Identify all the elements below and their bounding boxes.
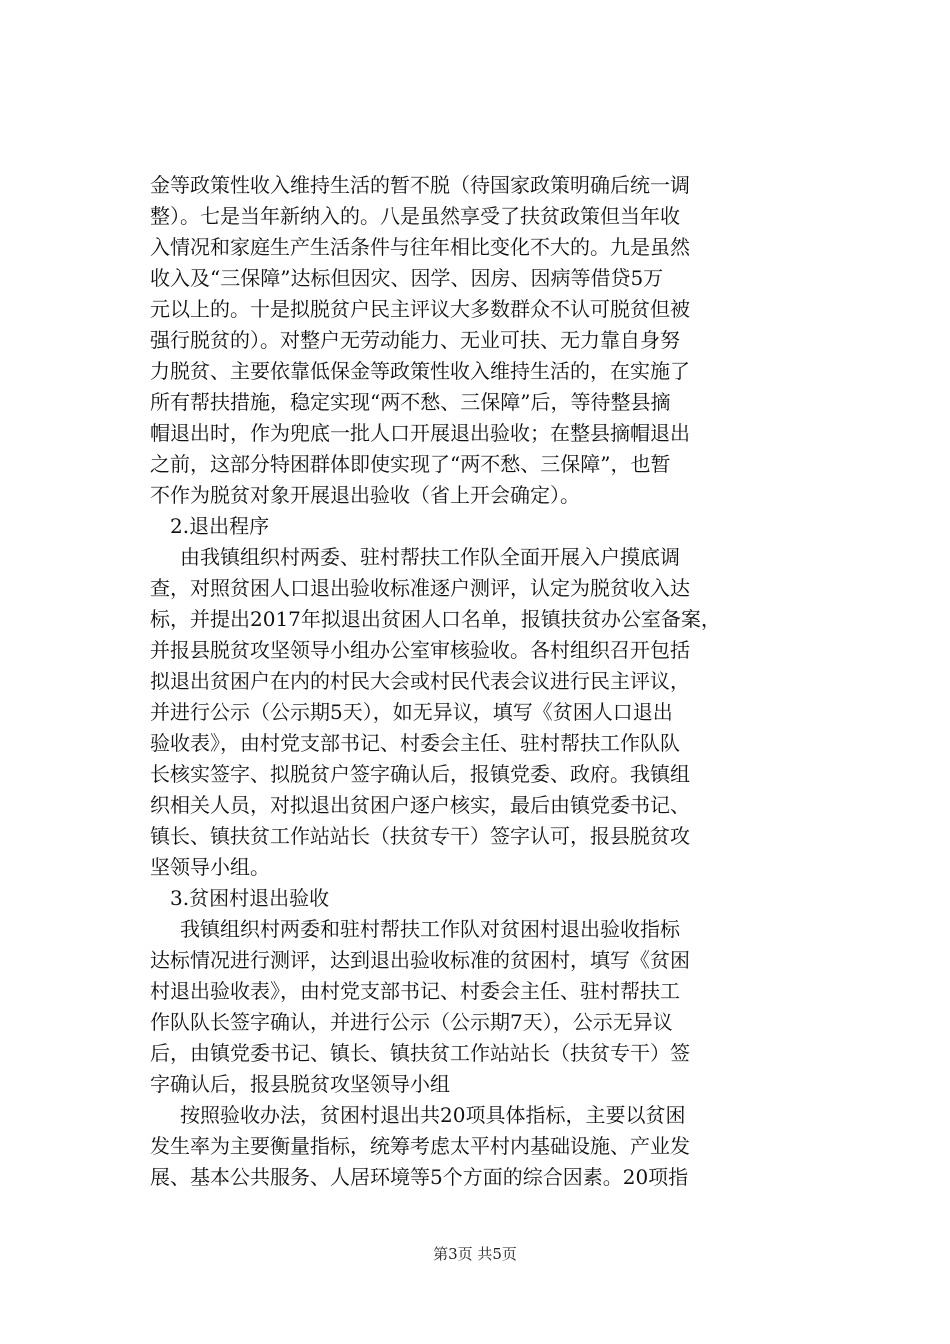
text-line: 字确认后，报县脱贫攻坚领导小组 — [150, 1072, 450, 1096]
text-line: 展、基本公共服务、人居环境等5个方面的综合因素。20项指 — [150, 1165, 689, 1189]
text-line: 作队队长签字确认，并进行公示（公示期7天），公示无异议 — [150, 1010, 673, 1034]
text-line: 强行脱贫的）。对整户无劳动能力、无业可扶、无力靠自身努 — [150, 328, 680, 352]
text-line: 元以上的。十是拟脱贫户民主评议大多数群众不认可脱贫但被 — [150, 297, 690, 321]
text-line: 村退出验收表》，由村党支部书记、村委会主任、驻村帮扶工 — [150, 979, 680, 1003]
text-line: 并进行公示（公示期5天），如无异议，填写《贫困人口退出 — [150, 700, 673, 724]
text-line: 达标情况进行测评，达到退出验收标准的贫困村，填写《贫困 — [150, 948, 690, 972]
text-line: 之前，这部分特困群体即使实现了“两不愁、三保障”，也暂 — [150, 452, 671, 476]
page-footer — [0, 1244, 950, 1264]
section-heading: 3.贫困村退出验收 — [170, 886, 330, 910]
text-line: 按照验收办法，贫困村退出共20项具体指标，主要以贫困 — [180, 1103, 686, 1127]
document-body — [150, 170, 800, 1193]
text-line: 入情况和家庭生产生活条件与往年相比变化不大的。九是虽然 — [150, 235, 690, 259]
text-line: 帽退出时，作为兜底一批人口开展退出验收；在整县摘帽退出 — [150, 421, 690, 445]
text-line: 不作为脱贫对象开展退出验收（省上开会确定）。 — [150, 483, 580, 507]
text-line: 长核实签字、拟脱贫户签字确认后，报镇党委、政府。我镇组 — [150, 762, 690, 786]
text-line: 金等政策性收入维持生活的暂不脱（待国家政策明确后统一调 — [150, 173, 690, 197]
text-line: 织相关人员，对拟退出贫困户逐户核实，最后由镇党委书记、 — [150, 793, 690, 817]
text-line: 发生率为主要衡量指标，统筹考虑太平村内基础设施、产业发 — [150, 1134, 690, 1158]
text-line: 镇长、镇扶贫工作站站长（扶贫专干）签字认可，报县脱贫攻 — [150, 824, 690, 848]
text-line: 我镇组织村两委和驻村帮扶工作队对贫困村退出验收指标 — [180, 917, 680, 941]
text-line: 拟退出贫困户在内的村民大会或村民代表会议进行民主评议， — [150, 669, 690, 693]
text-line: 后，由镇党委书记、镇长、镇扶贫工作站站长（扶贫专干）签 — [150, 1041, 690, 1065]
text-line: 标，并提出2017年拟退出贫困人口名单，报镇扶贫办公室备案， — [150, 607, 721, 631]
text-line: 所有帮扶措施，稳定实现“两不愁、三保障”后，等待整县摘 — [150, 390, 671, 414]
text-line: 由我镇组织村两委、驻村帮扶工作队全面开展入户摸底调 — [180, 545, 680, 569]
text-line: 收入及“三保障”达标但因灾、因学、因房、因病等借贷5万 — [150, 266, 664, 290]
text-line: 整）。七是当年新纳入的。八是虽然享受了扶贫政策但当年收 — [150, 204, 680, 228]
section-heading: 2.退出程序 — [170, 514, 270, 538]
text-line: 并报县脱贫攻坚领导小组办公室审核验收。各村组织召开包括 — [150, 638, 690, 662]
text-line: 查，对照贫困人口退出验收标准逐户测评，认定为脱贫收入达 — [150, 576, 690, 600]
text-line: 验收表》，由村党支部书记、村委会主任、驻村帮扶工作队队 — [150, 731, 680, 755]
text-line: 力脱贫、主要依靠低保金等政策性收入维持生活的，在实施了 — [150, 359, 690, 383]
text-line: 坚领导小组。 — [150, 855, 270, 879]
page-number: 第3页 共5页 — [433, 1245, 517, 1263]
